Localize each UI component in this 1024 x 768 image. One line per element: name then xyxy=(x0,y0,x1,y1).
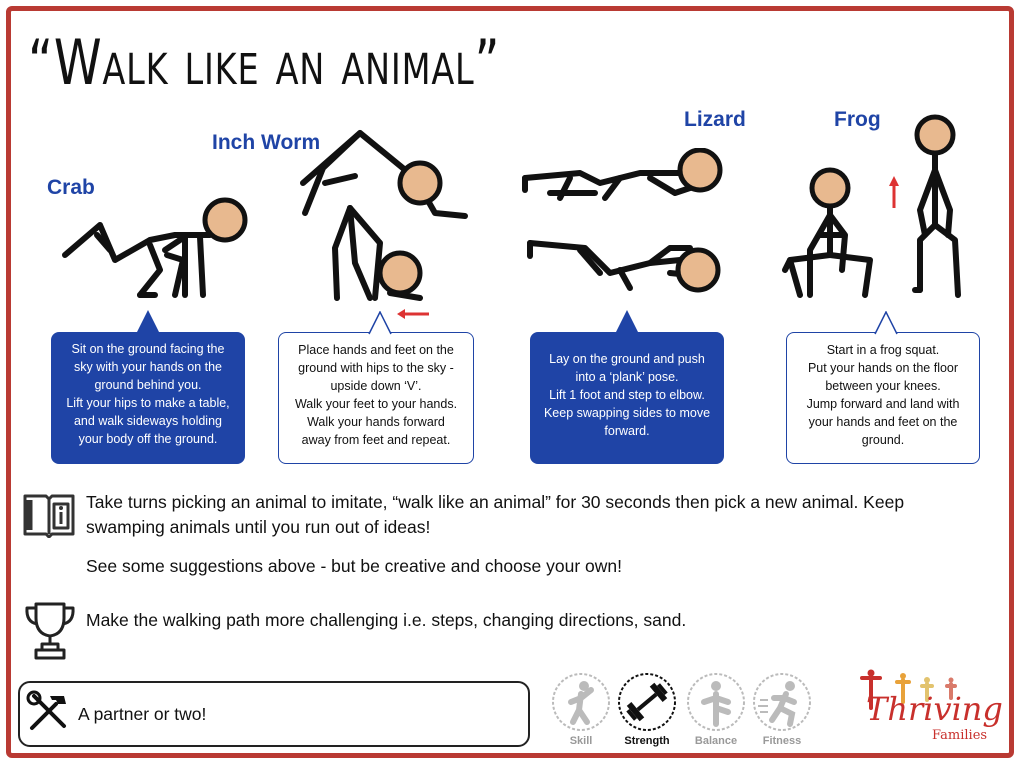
crab-line-3: ground behind you. xyxy=(94,378,202,392)
inch-worm-description-box xyxy=(278,332,474,464)
crab-description-box xyxy=(51,332,245,464)
skill-badge-skill xyxy=(550,672,612,747)
crab-line-1: Sit on the ground facing the xyxy=(71,342,225,356)
equipment-text: A partner or two! xyxy=(78,704,207,724)
lizard-line-2: into a ‘plank’ pose. xyxy=(575,370,679,384)
frog-line-5: your hands and feet on the xyxy=(808,415,958,429)
frog-line-2: Put your hands on the floor xyxy=(807,361,959,375)
lizard-description-box xyxy=(530,332,724,464)
page-title: “Walk like an animal” xyxy=(28,26,501,99)
inch-worm-line-2: ground with hips to the sky - xyxy=(298,361,454,375)
crab-line-2: sky with your hands on the xyxy=(74,360,222,374)
lizard-line-4: Keep swapping sides to move xyxy=(543,406,711,420)
lizard-line-5: forward. xyxy=(604,424,650,438)
skill-label-balance: Balance xyxy=(694,735,738,747)
crab-line-5: and walk sideways holding xyxy=(73,414,222,428)
logo-subtitle: Families xyxy=(932,728,988,743)
running-person-icon xyxy=(752,672,812,732)
skill-person-icon xyxy=(551,672,611,732)
crab-figure xyxy=(55,195,255,305)
inch-worm-line-4: Walk your feet to your hands. xyxy=(294,397,458,411)
animal-name-lizard: Lizard xyxy=(684,108,746,131)
instruction-line-2: swamping animals until you run out of ideas! xyxy=(86,517,431,537)
skill-label-strength: Strength xyxy=(624,735,670,747)
inch-worm-line-5: Walk your hands forward xyxy=(307,415,445,429)
dumbbell-icon xyxy=(617,672,677,732)
animal-name-inch-worm: Inch Worm xyxy=(212,131,321,154)
crab-line-4: Lift your hips to make a table, xyxy=(66,396,230,410)
frog-line-1: Start in a frog squat. xyxy=(826,343,940,357)
skill-label-skill: Skill xyxy=(569,735,593,747)
animal-name-crab: Crab xyxy=(47,176,95,199)
inch-worm-line-3: upside down ‘V’. xyxy=(330,379,422,393)
inch-worm-arrow-icon xyxy=(395,307,433,321)
frog-description-box xyxy=(786,332,980,464)
inch-worm-figure xyxy=(295,128,470,308)
frog-line-3: between your knees. xyxy=(825,379,941,393)
inch-worm-line-6: away from feet and repeat. xyxy=(301,433,451,447)
inch-worm-line-1: Place hands and feet on the xyxy=(298,343,454,357)
instruction-line-1: Take turns picking an animal to imitate, “walk like an animal” for 30 seconds then pick a new animal. Keep xyxy=(86,492,905,512)
logo-title: Thriving xyxy=(866,690,1003,728)
frog-figure xyxy=(780,110,975,305)
frog-line-4: Jump forward and land with xyxy=(806,397,960,411)
frog-line-6: ground. xyxy=(861,433,905,447)
skill-label-fitness: Fitness xyxy=(762,735,802,747)
trophy-icon xyxy=(24,600,76,662)
crab-line-6: your body off the ground. xyxy=(78,432,218,446)
skill-badge-strength xyxy=(616,672,678,747)
lizard-line-1: Lay on the ground and push xyxy=(549,352,705,366)
tools-icon xyxy=(26,690,70,734)
skill-badge-balance xyxy=(685,672,747,747)
lizard-line-3: Lift 1 foot and step to elbow. xyxy=(549,388,705,402)
book-info-icon xyxy=(22,490,76,538)
lizard-figure xyxy=(520,148,725,298)
suggestion-text: See some suggestions above - but be creative and choose your own! xyxy=(86,556,623,576)
balance-person-icon xyxy=(686,672,746,732)
skill-badge-fitness xyxy=(751,672,813,747)
challenge-text: Make the walking path more challenging i.e. steps, changing directions, sand. xyxy=(86,610,687,630)
animal-name-frog: Frog xyxy=(834,108,881,131)
